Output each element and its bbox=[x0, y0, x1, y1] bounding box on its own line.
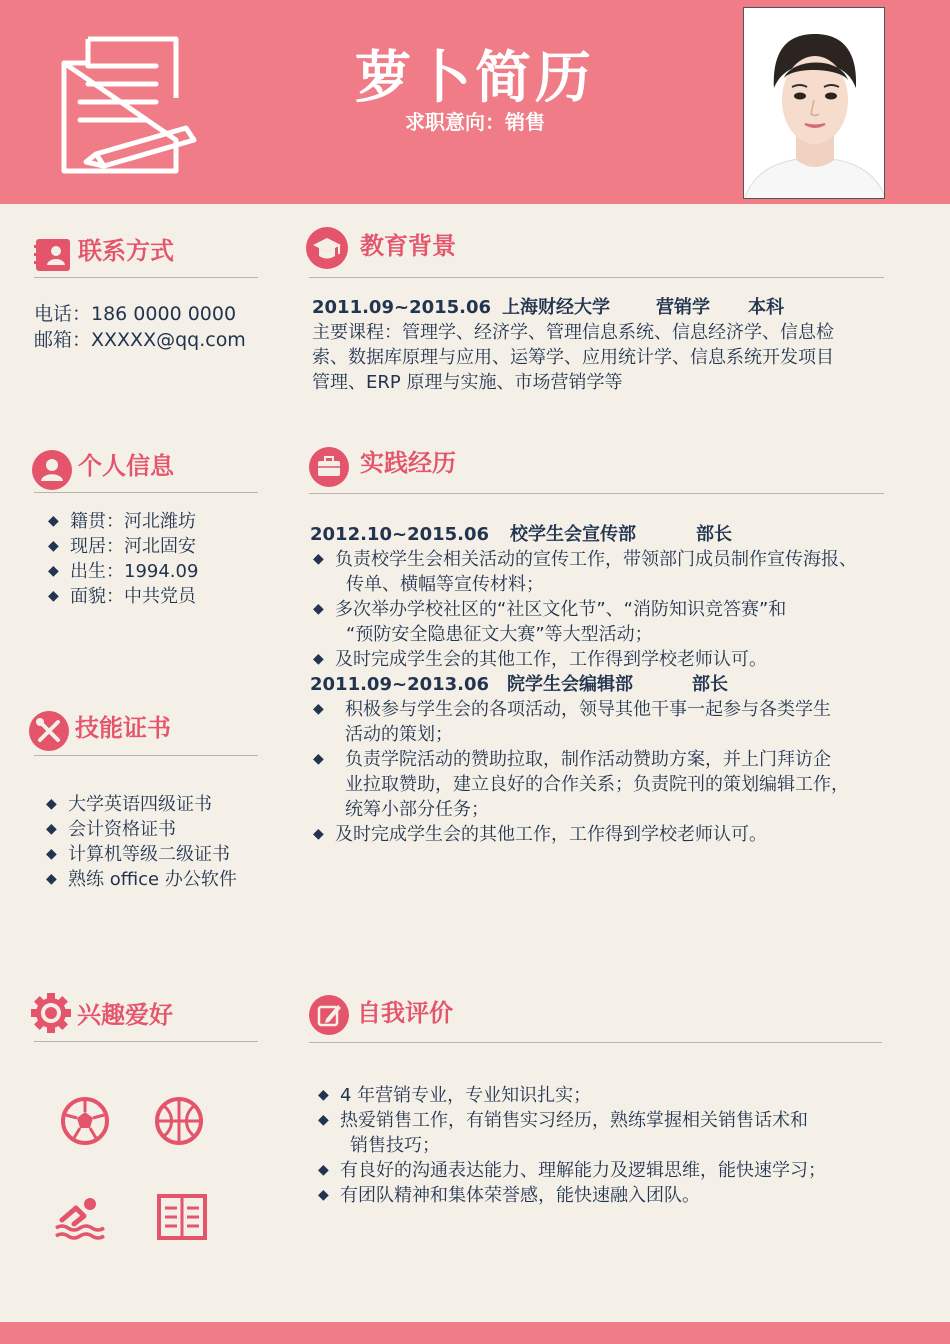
education-courses: 索、数据库原理与应用、运筹学、应用统计学、信息系统开发项目 bbox=[312, 347, 834, 368]
self-eval-item: ◆ 4 年营销专业，专业知识扎实； bbox=[318, 1085, 592, 1106]
self-eval-list bbox=[318, 1083, 878, 1208]
skill-item: ◆ 大学英语四级证书 bbox=[46, 794, 212, 815]
job-role: 部长 bbox=[696, 524, 732, 545]
job-header bbox=[310, 522, 885, 547]
personal-info-item: ◆ 现居：河北固安 bbox=[48, 536, 196, 557]
education-period: 2011.09~2015.06 bbox=[312, 297, 492, 318]
job-duty-item: ◆ 及时完成学生会的其他工作，工作得到学校老师认可。 bbox=[313, 824, 767, 845]
education-school: 上海财经大学 bbox=[502, 297, 610, 318]
swimming-icon bbox=[52, 1190, 106, 1244]
graduation-cap-icon bbox=[305, 226, 349, 270]
education-block bbox=[312, 295, 882, 395]
personal-info-item: ◆ 面貌：中共党员 bbox=[48, 586, 196, 607]
job-period: 2011.09~2013.06 bbox=[310, 674, 490, 695]
education-courses: 主要课程：管理学、经济学、管理信息系统、信息经济学、信息检 bbox=[312, 322, 834, 343]
contact-divider bbox=[34, 277, 258, 278]
job-organization: 校学生会宣传部 bbox=[510, 524, 636, 545]
education-degree: 本科 bbox=[748, 297, 784, 318]
job-duty-item: ◆ 及时完成学生会的其他工作，工作得到学校老师认可。 bbox=[313, 649, 767, 670]
practice-block bbox=[310, 522, 885, 847]
skill-item: ◆ 熟练 office 办公软件 bbox=[46, 869, 237, 890]
profile-photo-image bbox=[744, 8, 885, 199]
job-role: 部长 bbox=[692, 674, 728, 695]
personal-info-list bbox=[48, 509, 258, 609]
self-eval-item: ◆ 有良好的沟通表达能力、理解能力及逻辑思维，能快速学习； bbox=[318, 1160, 826, 1181]
basketball-icon bbox=[152, 1094, 206, 1148]
skill-item: ◆ 会计资格证书 bbox=[46, 819, 176, 840]
self-eval-item: ◆ 有团队精神和集体荣誉感，能快速融入团队。 bbox=[318, 1185, 700, 1206]
job-objective: 求职意向：销售 bbox=[405, 110, 545, 134]
education-major: 营销学 bbox=[656, 297, 710, 318]
self-eval-item: ◆ 热爱销售工作，有销售实习经历，熟练掌握相关销售话术和 销售技巧； bbox=[318, 1110, 808, 1156]
education-summary bbox=[312, 295, 882, 320]
hobbies-divider bbox=[34, 1041, 258, 1042]
skills-section-title: 技能证书 bbox=[75, 714, 171, 742]
skills-divider bbox=[34, 755, 258, 756]
job-duty-item: ◆ 负责学院活动的赞助拉取，制作活动赞助方案，并上门拜访企 业拉取赞助，建立良好的合作关系；负责院刊的策划编辑工作， 统筹小部分任务； bbox=[313, 749, 849, 820]
edit-pen-icon bbox=[308, 994, 350, 1036]
education-section-title: 教育背景 bbox=[360, 232, 456, 260]
footer-bar bbox=[0, 1322, 950, 1344]
practice-divider bbox=[309, 493, 884, 494]
job-duty-item: ◆ 多次举办学校社区的“社区文化节”、“消防知识竞答赛”和 “预防安全隐患征文大赛”等大型活动； bbox=[313, 599, 787, 645]
job-organization: 院学生会编辑部 bbox=[507, 674, 633, 695]
education-courses: 管理、ERP 原理与实施、市场营销学等 bbox=[312, 372, 623, 393]
job-period: 2012.10~2015.06 bbox=[310, 524, 490, 545]
practice-section-title: 实践经历 bbox=[360, 449, 456, 477]
gear-icon bbox=[30, 992, 72, 1034]
profile-photo bbox=[743, 7, 885, 199]
person-icon bbox=[31, 449, 73, 491]
personal-info-item: ◆ 出生：1994.09 bbox=[48, 561, 199, 582]
personal-info-item: ◆ 籍贯：河北潍坊 bbox=[48, 511, 196, 532]
soccer-ball-icon bbox=[58, 1094, 112, 1148]
job-duty-item: ◆ 负责校学生会相关活动的宣传工作，带领部门成员制作宣传海报、 传单、横幅等宣传材料； bbox=[313, 549, 857, 595]
tools-icon bbox=[28, 710, 70, 752]
contact-email: 邮箱：XXXXX@qq.com bbox=[34, 329, 246, 351]
job-header bbox=[310, 672, 885, 697]
skills-list bbox=[46, 792, 266, 892]
resume-title: 萝卜简历 bbox=[355, 46, 595, 111]
education-divider bbox=[309, 277, 884, 278]
hobbies-section-title: 兴趣爱好 bbox=[77, 1001, 173, 1029]
briefcase-icon bbox=[308, 446, 350, 488]
job-duty-item: ◆ 积极参与学生会的各项活动，领导其他干事一起参与各类学生 活动的策划； bbox=[313, 699, 831, 745]
address-book-icon bbox=[34, 237, 72, 273]
self-eval-section-title: 自我评价 bbox=[357, 999, 453, 1027]
book-icon bbox=[155, 1190, 209, 1244]
skill-item: ◆ 计算机等级二级证书 bbox=[46, 844, 230, 865]
personal-section-title: 个人信息 bbox=[78, 452, 174, 480]
personal-divider bbox=[34, 492, 258, 493]
self-eval-divider bbox=[309, 1042, 882, 1043]
contact-section-title: 联系方式 bbox=[78, 237, 174, 265]
contact-phone: 电话：186 0000 0000 bbox=[34, 303, 237, 325]
